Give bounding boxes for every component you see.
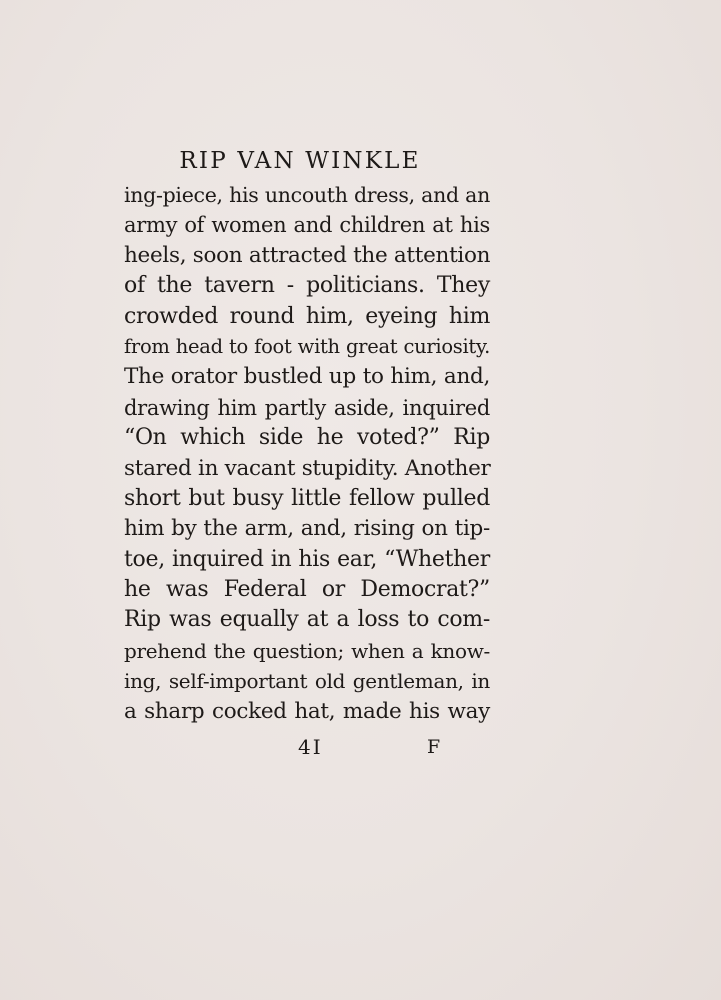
- text-line: heels, soon attracted the attention: [124, 242, 491, 268]
- text-line: toe, inquired in his ear, “Whether: [124, 546, 490, 572]
- text-line: The orator bustled up to him, and,: [124, 364, 490, 390]
- text-line: ing-piece, his uncouth dress, and an: [124, 183, 490, 207]
- text-line: a sharp cocked hat, made his way: [124, 698, 490, 724]
- text-line: Rip was equally at a loss to com-: [124, 607, 490, 633]
- text-line: prehend the question; when a know-: [124, 638, 490, 663]
- text-line: crowded round him, eyeing him: [124, 303, 490, 329]
- text-line: stared in vacant stupidity. Another: [124, 455, 491, 481]
- text-line: from head to foot with great curiosity.: [124, 334, 490, 358]
- text-line: he was Federal or Democrat?”: [124, 577, 490, 603]
- body-text: [124, 180, 490, 727]
- text-line: of the tavern - politicians. They: [124, 273, 490, 299]
- page-number: 4I: [298, 735, 323, 759]
- running-head: RIP VAN WINKLE: [179, 148, 421, 174]
- text-line: army of women and children at his: [124, 213, 490, 238]
- text-line: “On which side he voted?” Rip: [124, 425, 490, 451]
- signature-mark: F: [427, 736, 441, 758]
- text-line: short but busy little fellow pulled: [124, 485, 490, 511]
- text-line: drawing him partly aside, inquired: [124, 395, 490, 420]
- text-line: him by the arm, and, rising on tip-: [124, 516, 490, 542]
- text-line: ing, self-important old gentleman, in: [124, 669, 490, 694]
